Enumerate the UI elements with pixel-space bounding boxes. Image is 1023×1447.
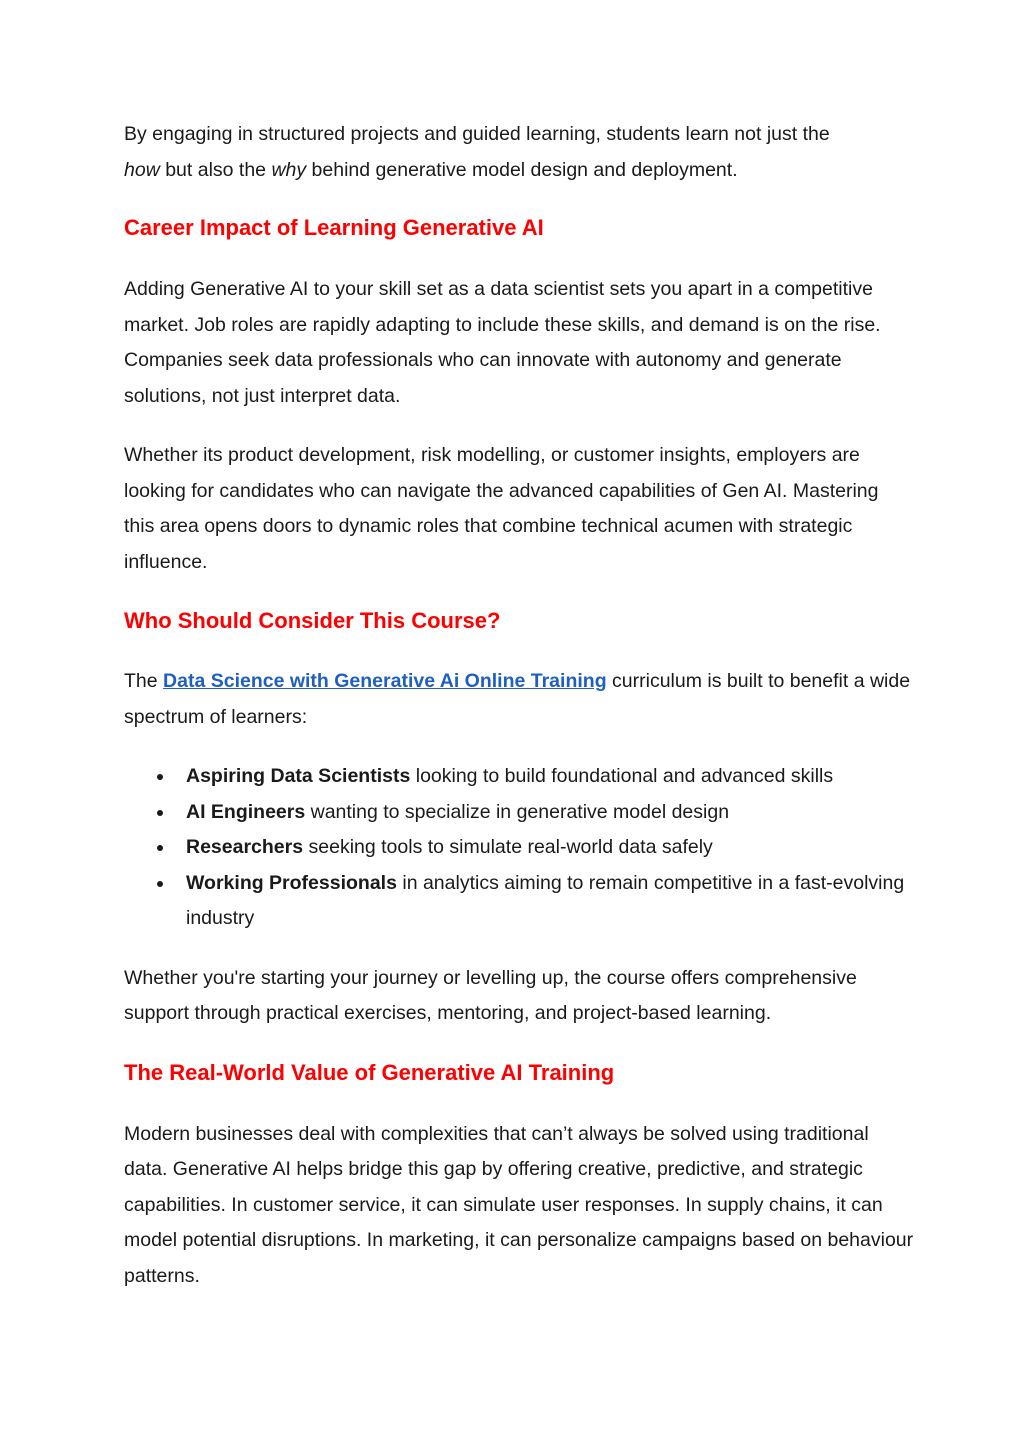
course-link[interactable]: Data Science with Generative Ai Online Training [163,670,607,692]
bullet-icon [157,881,163,887]
who-intro-prefix: The [124,670,164,692]
audience-list [124,759,914,937]
audience-title: Working Professionals [186,871,397,894]
list-item [124,795,914,831]
document-page [124,117,914,1294]
list-item [124,759,914,795]
who-heading: Who Should Consider This Course? [124,608,501,633]
who-intro-suffix: curriculum is built to benefit a wide spectrum of learners: [124,670,911,728]
value-heading: The Real-World Value of Generative AI Training [124,1059,615,1085]
bullet-icon [157,774,163,780]
audience-desc: wanting to specialize in generative model design [305,800,730,823]
career-heading: Career Impact of Learning Generative AI [124,215,544,240]
intro-why: why [271,158,307,181]
audience-title: AI Engineers [186,800,306,823]
intro-mid: but also the [159,158,272,181]
intro-how: how [124,158,160,181]
intro-paragraph [124,117,914,188]
value-paragraph: Modern businesses deal with complexities that can’t always be solved using traditional data. Generative AI helps bridge this gap by offering creative, predictive, and strategic capabilities. In customer service, it can simulate user responses. In supply chains, it can model potential disruptions. In marketing, it can personalize campaigns based on behaviour patterns. [124,1122,914,1287]
who-intro-paragraph [124,664,914,735]
audience-title: Aspiring Data Scientists [186,765,411,787]
audience-desc: looking to build foundational and advanced skills [410,765,834,787]
bullet-icon [157,810,163,816]
list-item [124,866,914,937]
audience-title: Researchers [186,836,304,858]
audience-desc: seeking tools to simulate real-world data safely [303,836,713,858]
list-item [124,830,914,866]
bullet-icon [157,845,163,851]
intro-line: By engaging in structured projects and guided learning, students learn not just the [124,123,830,145]
audience-desc: in analytics aiming to remain competitive in a fast-evolving industry [186,871,905,929]
career-paragraph-1: Adding Generative AI to your skill set as a data scientist sets you apart in a competitive market. Job roles are rapidly adapting to include these skills, and demand is on the rise. Companies seek data professionals who can innovate with autonomy and generate solutions, not just interpret data. [124,278,881,407]
career-paragraph-2: Whether its product development, risk modelling, or customer insights, employers are looking for candidates who can navigate the advanced capabilities of Gen AI. Mastering this area opens doors to dynamic roles that combine technical acumen with strategic influence. [124,444,879,573]
who-closing-paragraph: Whether you're starting your journey or levelling up, the course offers comprehensive support through practical exercises, mentoring, and project-based learning. [124,966,857,1024]
intro-tail: behind generative model design and deployment. [306,158,738,181]
